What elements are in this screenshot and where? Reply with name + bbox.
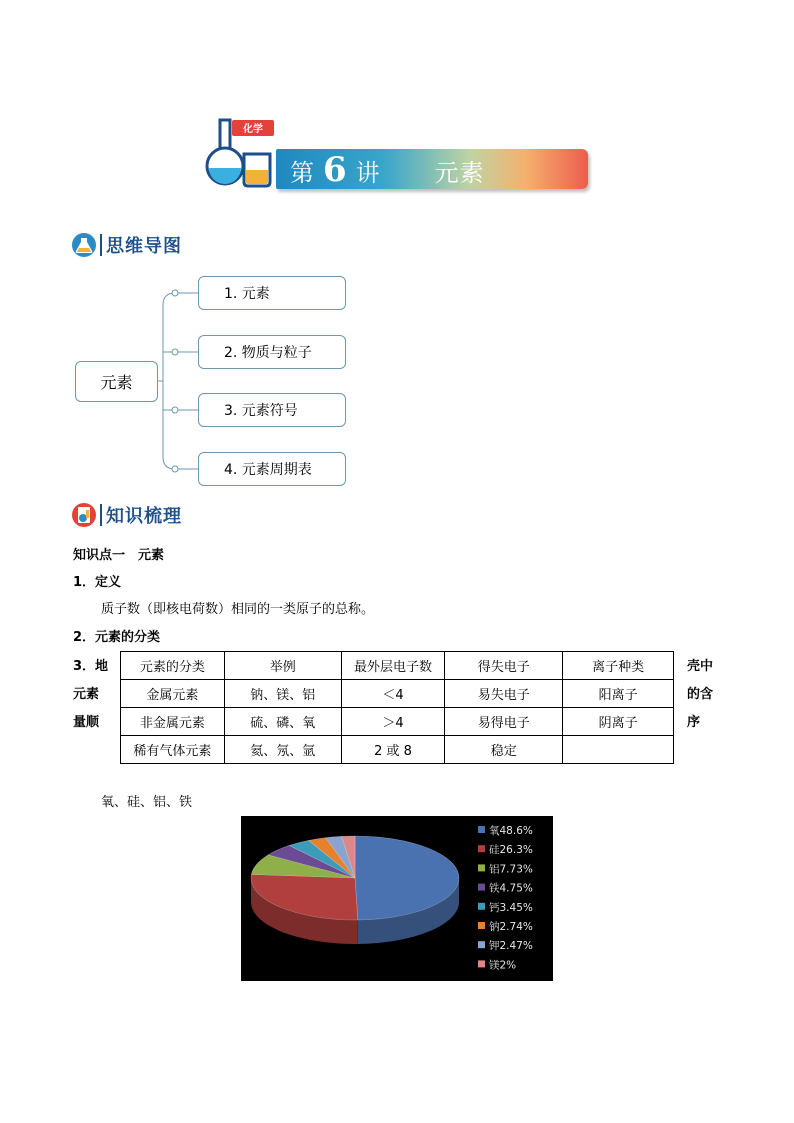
table-cell: ＞4 (341, 708, 445, 736)
legend-swatch (478, 884, 485, 891)
knowledge-section-title: 知识梳理 (106, 506, 182, 527)
table-cell: 稀有气体元素 (121, 736, 225, 764)
table-cell: 金属元素 (121, 680, 225, 708)
legend-label: 氧48.6% (489, 825, 533, 837)
heading-crust-left-1: 3．地 (73, 659, 109, 674)
table-cell (563, 736, 674, 764)
mindmap-section-header (71, 230, 182, 260)
table-cell: 钠、镁、铝 (224, 680, 341, 708)
knowledge-point-title: 知识点一 元素 (73, 548, 165, 563)
legend-swatch (478, 864, 485, 871)
legend-swatch (478, 845, 485, 852)
crust-abundance-pie-chart (241, 816, 553, 981)
legend-label: 铁4.75% (489, 882, 533, 895)
table-cell: ＜4 (341, 680, 445, 708)
abundance-order-text: 氧、硅、铝、铁 (101, 795, 193, 810)
table-row (121, 680, 674, 708)
knowledge-section-header (71, 500, 182, 530)
table-header: 离子种类 (563, 652, 674, 680)
heading-crust-left-2: 元素 (73, 687, 100, 702)
table-header: 得失电子 (445, 652, 563, 680)
legend-label: 硅26.3% (489, 844, 533, 857)
table-cell: 氦、氖、氩 (224, 736, 341, 764)
lesson-suffix: 讲 (355, 159, 381, 187)
flask-tag-text: 化学 (243, 124, 263, 135)
lesson-topic: 元素 (434, 159, 485, 187)
table-header: 元素的分类 (121, 652, 225, 680)
element-classification-table (120, 651, 674, 764)
heading-crust-right-3: 序 (687, 715, 701, 730)
knowledge-section-icon (71, 502, 97, 528)
heading-crust-right-1: 壳中 (687, 659, 714, 674)
table-cell: 硫、磷、氧 (224, 708, 341, 736)
lesson-number: 6 (323, 150, 348, 190)
table-cell: 非金属元素 (121, 708, 225, 736)
table-cell: 阳离子 (563, 680, 674, 708)
table-header: 举例 (224, 652, 341, 680)
table-cell: 2 或 8 (341, 736, 445, 764)
mindmap-node-element-symbol: 3. 元素符号 (198, 393, 346, 427)
table-header-row (121, 652, 674, 680)
heading-crust-right-2: 的含 (687, 687, 714, 702)
table-row (121, 708, 674, 736)
legend-label: 镁2% (489, 959, 517, 972)
table-cell: 易得电子 (445, 708, 563, 736)
mindmap-root-node: 元素 (75, 361, 158, 402)
lesson-title (290, 150, 485, 190)
legend-label: 钠2.74% (489, 921, 533, 933)
table-cell: 易失电子 (445, 680, 563, 708)
legend-swatch (478, 903, 485, 910)
mindmap-section-title: 思维导图 (106, 236, 182, 257)
table-row (121, 736, 674, 764)
mindmap-node-periodic-table: 4. 元素周期表 (198, 452, 346, 486)
legend-swatch (478, 960, 485, 967)
legend-label: 铝7.73% (489, 863, 533, 876)
legend-swatch (478, 941, 485, 948)
lesson-prefix: 第 (290, 159, 315, 187)
legend-label: 钙3.45% (489, 901, 533, 914)
table-cell: 稳定 (445, 736, 563, 764)
mindmap-node-element: 1. 元素 (198, 276, 346, 310)
legend-swatch (478, 826, 485, 833)
definition-text: 质子数（即核电荷数）相同的一类原子的总称。 (101, 602, 375, 617)
legend-label: 钾2.47% (489, 940, 533, 953)
mindmap-node-substance-particle: 2. 物质与粒子 (198, 335, 346, 369)
table-cell: 阴离子 (563, 708, 674, 736)
heading-classification: 2．元素的分类 (73, 630, 161, 645)
heading-definition: 1．定义 (73, 575, 122, 590)
legend-swatch (478, 922, 485, 929)
heading-crust-left-3: 量顺 (73, 715, 100, 730)
table-header: 最外层电子数 (341, 652, 445, 680)
mindmap-section-icon (71, 232, 97, 258)
chemistry-flask-icon (204, 118, 276, 190)
